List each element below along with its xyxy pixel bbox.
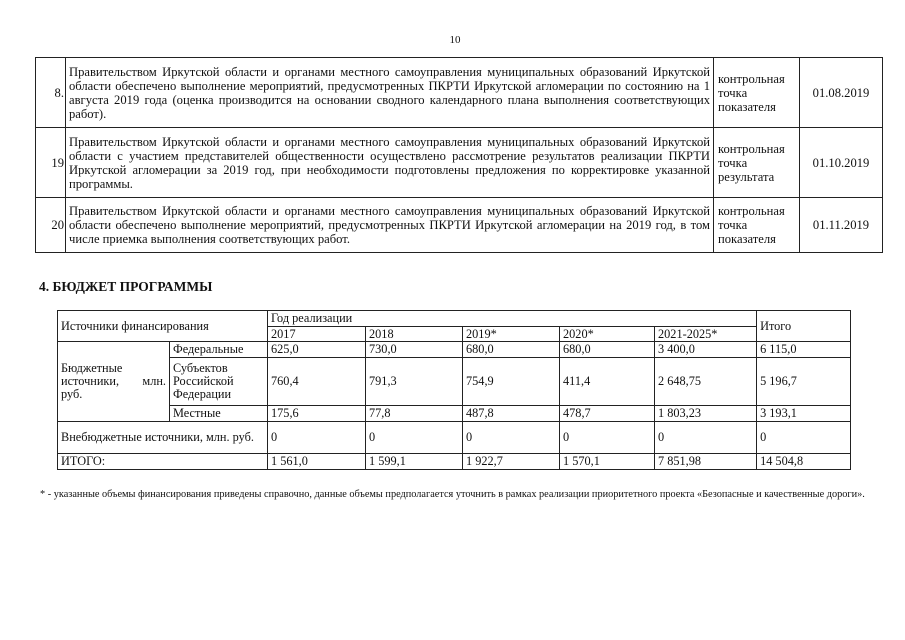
row-number: 8.: [36, 58, 66, 128]
table-cell: 3 400,0: [655, 342, 757, 358]
milestone-description: Правительством Иркутской области и органами местного самоуправления муниципальных образований Иркутской области обеспечено выполнение мероприятий, предусмотренных ПКРТИ Иркутской агломерации по состоянию на 1 августа 2019 года (оценка производится на основании сводного календарного плана выполнения соответствующих работ).: [66, 58, 714, 128]
table-cell: 1 922,7: [463, 454, 560, 470]
table-cell: 760,4: [268, 358, 366, 406]
table-cell: 77,8: [366, 406, 463, 422]
table-cell: 730,0: [366, 342, 463, 358]
row-label: Федеральные: [170, 342, 268, 358]
table-cell: 1 599,1: [366, 454, 463, 470]
table-cell: 0: [268, 422, 366, 454]
table-cell: 680,0: [560, 342, 655, 358]
table-cell: 1 803,23: [655, 406, 757, 422]
table-cell: 0: [655, 422, 757, 454]
row-total: 5 196,7: [757, 358, 851, 406]
row-label: Внебюджетные источники, млн. руб.: [58, 422, 268, 454]
year-header: 2019*: [463, 327, 560, 342]
milestone-date: 01.08.2019: [800, 58, 883, 128]
total-header: Итого: [757, 311, 851, 342]
table-cell: 791,3: [366, 358, 463, 406]
year-header: 2018: [366, 327, 463, 342]
table-cell: 1 561,0: [268, 454, 366, 470]
milestones-table: [35, 57, 883, 253]
table-cell: 478,7: [560, 406, 655, 422]
table-row: [58, 422, 851, 454]
table-cell: 0: [463, 422, 560, 454]
table-cell: 0: [366, 422, 463, 454]
table-row: [58, 454, 851, 470]
table-cell: 2 648,75: [655, 358, 757, 406]
row-label: Местные: [170, 406, 268, 422]
table-row: [58, 406, 851, 422]
milestone-description: Правительством Иркутской области и органами местного самоуправления муниципальных образований Иркутской области с участием представителей общественности осуществлено рассмотрение результатов реализации ПКРТИ Иркутской агломерации за 2019 год, при необходимости подготовлены предложения по корректировке указанной программы.: [66, 128, 714, 198]
row-total: 14 504,8: [757, 454, 851, 470]
table-cell: 625,0: [268, 342, 366, 358]
row-total: 3 193,1: [757, 406, 851, 422]
table-cell: 0: [560, 422, 655, 454]
table-cell: 1 570,1: [560, 454, 655, 470]
row-label: ИТОГО:: [58, 454, 268, 470]
table-header-row: [58, 311, 851, 327]
milestone-type: контрольная точка результата: [714, 128, 800, 198]
row-number: 20: [36, 198, 66, 253]
row-label: Субъектов Российской Федерации: [170, 358, 268, 406]
table-cell: 487,8: [463, 406, 560, 422]
table-cell: 175,6: [268, 406, 366, 422]
year-group-header: Год реализации: [268, 311, 757, 327]
footnote: * - указанные объемы финансирования приведены справочно, данные объемы предполагается уточнить в рамках реализации приоритетного проекта «Безопасные и качественные дороги».: [40, 489, 865, 500]
table-cell: 680,0: [463, 342, 560, 358]
table-cell: 411,4: [560, 358, 655, 406]
milestone-date: 01.11.2019: [800, 198, 883, 253]
milestone-type: контрольная точка показателя: [714, 198, 800, 253]
section-heading: 4. БЮДЖЕТ ПРОГРАММЫ: [39, 279, 213, 294]
table-cell: 7 851,98: [655, 454, 757, 470]
sources-header: Источники финансирования: [58, 311, 268, 342]
table-row: [36, 128, 883, 198]
row-number: 19: [36, 128, 66, 198]
table-row: [36, 198, 883, 253]
row-total: 6 115,0: [757, 342, 851, 358]
budget-table: [57, 310, 851, 470]
milestone-type: контрольная точка показателя: [714, 58, 800, 128]
table-row: [58, 342, 851, 358]
budget-group-label: Бюджетные источники, млн. руб.: [58, 342, 170, 422]
milestone-description: Правительством Иркутской области и органами местного самоуправления муниципальных образований Иркутской области обеспечено выполнение мероприятий, предусмотренных ПКРТИ Иркутской агломерации на 2019 год, в том числе приемка выполнения соответствующих работ.: [66, 198, 714, 253]
milestone-date: 01.10.2019: [800, 128, 883, 198]
table-cell: 754,9: [463, 358, 560, 406]
row-total: 0: [757, 422, 851, 454]
page-number: 10: [449, 34, 461, 46]
year-header: 2020*: [560, 327, 655, 342]
table-row: [58, 358, 851, 406]
year-header: 2021-2025*: [655, 327, 757, 342]
year-header: 2017: [268, 327, 366, 342]
table-row: [36, 58, 883, 128]
